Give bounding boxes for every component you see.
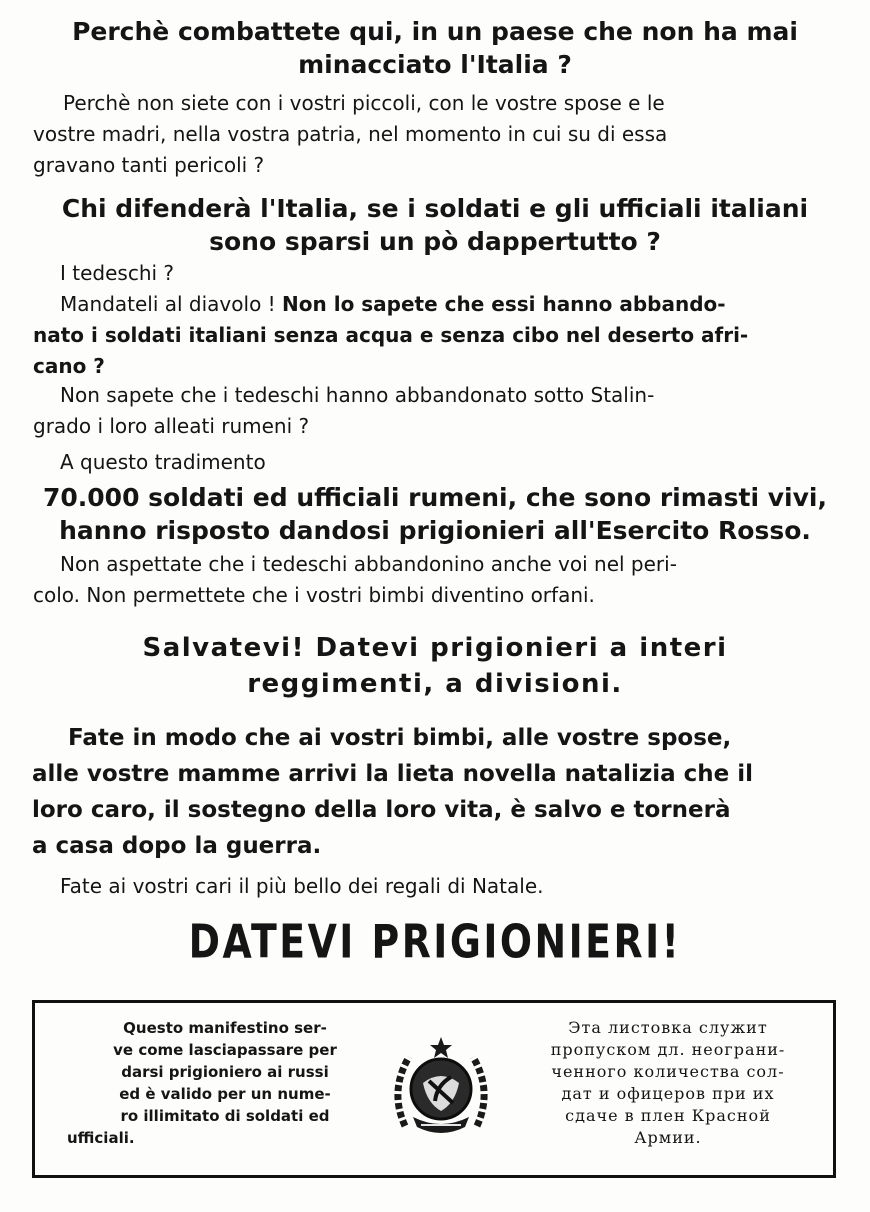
text-line	[33, 289, 841, 320]
heading-line: Chi difenderà l'Italia, se i soldati e gli ufficiali italiani	[61, 194, 809, 223]
text-line: Армии.	[634, 1128, 702, 1147]
text-line: colo. Non permettete che i vostri bimbi diventino orfani.	[33, 583, 595, 607]
heading-line: 70.000 soldati ed ufficiali rumeni, che sono rimasti vivi,	[43, 483, 827, 512]
paragraph-families	[33, 88, 841, 181]
text-line: дат и офицеров при их	[561, 1084, 775, 1103]
text-line: alle vostre mamme arrivi la lieta novella natalizia che il	[32, 761, 754, 787]
pass-text-italian	[65, 1017, 385, 1149]
heading-romanian-soldiers	[28, 481, 842, 547]
text-line: nato i soldati italiani senza acqua e senza cibo nel deserto afri-	[33, 323, 749, 347]
heading-line: Salvatevi! Datevi prigionieri a interi	[142, 633, 728, 663]
text-line: grado i loro alleati rumeni ?	[33, 414, 310, 438]
heading-why-fight	[30, 15, 840, 81]
text-line: gravano tanti pericoli ?	[33, 153, 265, 177]
paragraph-germans	[33, 258, 841, 382]
text-line: Non sapete che i tedeschi hanno abbandonato sotto Stalin-	[60, 383, 655, 407]
text-line: Perchè non siete con i vostri piccoli, con le vostre spose e le	[63, 91, 665, 115]
text-line: loro caro, il sostegno della loro vita, è salvo e tornerà	[32, 797, 731, 823]
text-line: сдаче в плен Красной	[565, 1106, 771, 1125]
heading-save-yourselves	[30, 630, 840, 702]
text-line: vostre madri, nella vostra patria, nel momento in cui su di essa	[33, 122, 668, 146]
heading-line: minacciato l'Italia ?	[298, 50, 572, 79]
main-title: DATEVI PRIGIONIERI!	[188, 914, 682, 969]
paragraph-gift: Fate ai vostri cari il più bello dei regali di Natale.	[60, 874, 544, 898]
text-line: ufficiali.	[67, 1129, 135, 1147]
heading-line: Perchè combattete qui, in un paese che non ha mai	[72, 17, 798, 46]
heading-line: hanno risposto dandosi prigionieri all'Esercito Rosso.	[59, 516, 811, 545]
paragraph-betrayal: A questo tradimento	[60, 450, 266, 474]
text-line: Fate in modo che ai vostri bimbi, alle vostre spose,	[68, 725, 732, 751]
heading-who-defends	[30, 192, 840, 258]
safe-conduct-box	[32, 1000, 836, 1178]
pass-text-russian	[513, 1017, 823, 1149]
paragraph-orphans	[33, 549, 841, 611]
text-line: Non aspettate che i tedeschi abbandonino anche voi nel peri-	[60, 552, 677, 576]
paragraph-christmas-news	[32, 720, 842, 864]
text-line: cano ?	[33, 354, 105, 378]
text-line: ed è valido per un nume-	[119, 1085, 331, 1103]
text-line: ve come lasciapassare per	[113, 1041, 337, 1059]
text-line: ro illimitato di soldati ed	[120, 1107, 330, 1125]
text-line: Эта листовка служит	[568, 1018, 768, 1037]
soviet-coat-of-arms-icon	[385, 1031, 497, 1149]
text-bold: Non lo sapete che essi hanno abbando-	[282, 292, 726, 316]
heading-line: reggimenti, a divisioni.	[247, 669, 623, 699]
text-line: darsi prigioniero ai russi	[121, 1063, 329, 1081]
text-line: a casa dopo la guerra.	[32, 833, 322, 859]
text-line: пропуском дл. неограни-	[550, 1040, 786, 1059]
heading-line: sono sparsi un pò dappertutto ?	[209, 227, 661, 256]
text-normal: Mandateli al diavolo !	[60, 292, 283, 316]
paragraph-stalingrad	[33, 380, 841, 442]
text-line: I tedeschi ?	[60, 261, 175, 285]
text-line: Questo manifestino ser-	[123, 1019, 327, 1037]
text-line: ченного количества сол-	[551, 1062, 785, 1081]
